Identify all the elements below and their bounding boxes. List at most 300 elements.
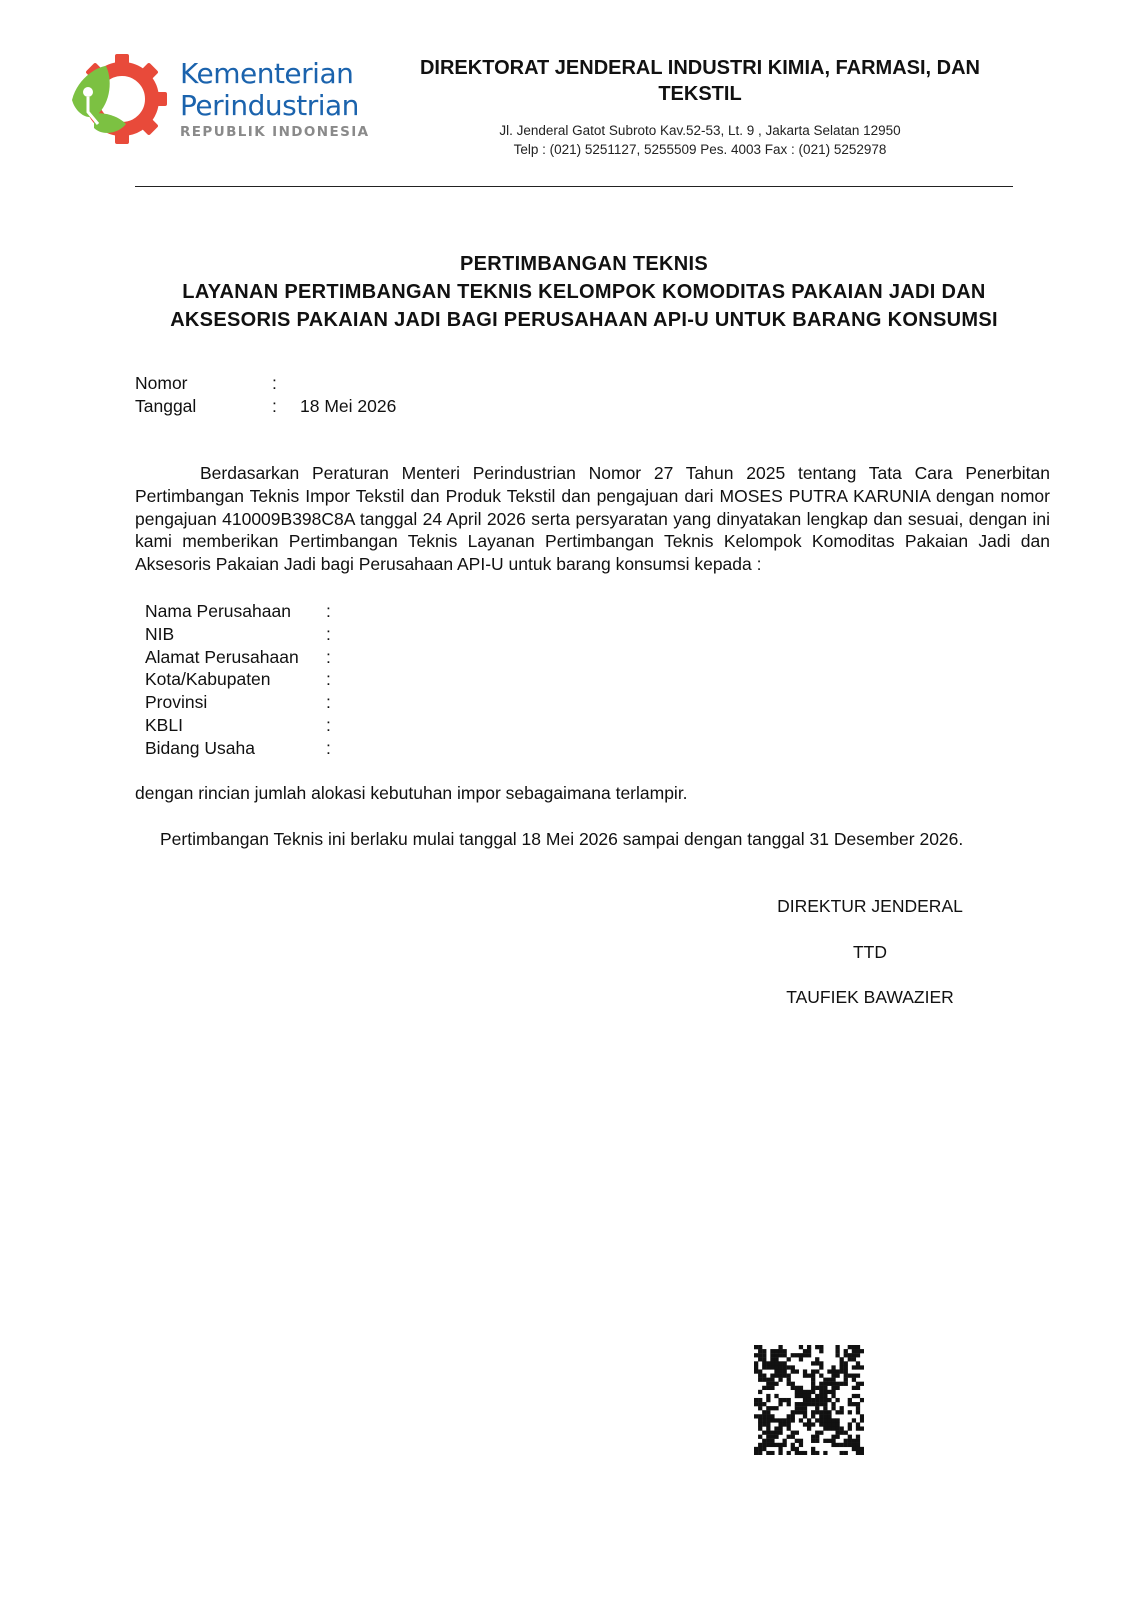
qr-module — [848, 1435, 852, 1439]
qr-module — [856, 1439, 860, 1443]
address-line: Jl. Jenderal Gatot Subroto Kav.52-53, Lt. 9 , Jakarta Selatan 12950 — [499, 123, 901, 138]
qr-module — [770, 1451, 774, 1455]
qr-module — [758, 1349, 762, 1353]
qr-module — [791, 1369, 795, 1373]
qr-module — [852, 1365, 856, 1369]
qr-module — [807, 1345, 811, 1349]
qr-module — [815, 1386, 819, 1390]
qr-module — [774, 1369, 778, 1373]
qr-module — [831, 1394, 835, 1398]
qr-module — [811, 1398, 815, 1402]
qr-module — [831, 1426, 835, 1430]
qr-module — [819, 1431, 823, 1435]
qr-module — [852, 1439, 856, 1443]
qr-module — [835, 1345, 839, 1349]
tanggal-label: Tanggal — [135, 396, 197, 416]
qr-module — [762, 1402, 766, 1406]
qr-module — [835, 1422, 839, 1426]
qr-module — [783, 1418, 787, 1422]
qr-module — [823, 1398, 827, 1402]
qr-module — [840, 1406, 844, 1410]
qr-module — [815, 1357, 819, 1361]
qr-module — [835, 1426, 839, 1430]
qr-module — [758, 1451, 762, 1455]
qr-module — [827, 1378, 831, 1382]
qr-module — [754, 1365, 758, 1369]
qr-module — [844, 1378, 848, 1382]
qr-module — [778, 1353, 782, 1357]
qr-module — [811, 1414, 815, 1418]
field-label: KBLI — [145, 714, 183, 735]
qr-module — [827, 1398, 831, 1402]
title-line3: AKSESORIS PAKAIAN JADI BAGI PERUSAHAAN API-U UNTUK BARANG KONSUMSI — [170, 309, 998, 331]
qr-module — [860, 1426, 864, 1430]
qr-module — [758, 1390, 762, 1394]
qr-module — [799, 1418, 803, 1422]
qr-module — [758, 1447, 762, 1451]
qr-module — [770, 1414, 774, 1418]
qr-module — [799, 1406, 803, 1410]
qr-module — [762, 1418, 766, 1422]
qr-module — [766, 1439, 770, 1443]
qr-module — [799, 1345, 803, 1349]
qr-module — [783, 1353, 787, 1357]
ministry-logo — [66, 50, 370, 145]
qr-module — [815, 1406, 819, 1410]
qr-module — [848, 1345, 852, 1349]
qr-module — [758, 1378, 762, 1382]
qr-module — [856, 1349, 860, 1353]
qr-module — [758, 1357, 762, 1361]
qr-module — [852, 1374, 856, 1378]
qr-module — [819, 1365, 823, 1369]
qr-module — [770, 1418, 774, 1422]
qr-module — [819, 1390, 823, 1394]
qr-module — [770, 1365, 774, 1369]
qr-module — [758, 1443, 762, 1447]
qr-module — [787, 1414, 791, 1418]
qr-module — [791, 1447, 795, 1451]
qr-module — [827, 1439, 831, 1443]
field-colon: : — [326, 714, 331, 735]
qr-module — [787, 1418, 791, 1422]
qr-module — [791, 1443, 795, 1447]
qr-module — [840, 1443, 844, 1447]
qr-module — [844, 1369, 848, 1373]
qr-module — [783, 1398, 787, 1402]
qr-module — [807, 1422, 811, 1426]
qr-module — [758, 1435, 762, 1439]
qr-module — [815, 1345, 819, 1349]
qr-module — [831, 1374, 835, 1378]
qr-module — [835, 1431, 839, 1435]
qr-module — [823, 1451, 827, 1455]
qr-module — [778, 1374, 782, 1378]
qr-module — [835, 1410, 839, 1414]
field-row — [145, 691, 645, 714]
qr-module — [758, 1369, 762, 1373]
qr-module — [762, 1361, 766, 1365]
qr-module — [799, 1410, 803, 1414]
qr-module — [754, 1451, 758, 1455]
qr-module — [787, 1398, 791, 1402]
qr-module — [815, 1398, 819, 1402]
qr-module — [856, 1353, 860, 1357]
qr-module — [770, 1439, 774, 1443]
qr-module — [852, 1402, 856, 1406]
qr-module — [840, 1431, 844, 1435]
qr-module — [766, 1451, 770, 1455]
qr-module — [815, 1369, 819, 1373]
qr-module — [795, 1369, 799, 1373]
qr-module — [807, 1418, 811, 1422]
qr-module — [762, 1386, 766, 1390]
field-label: Kota/Kabupaten — [145, 669, 271, 690]
field-colon: : — [326, 669, 331, 690]
closing-sentence: dengan rincian jumlah alokasi kebutuhan impor sebagaimana terlampir. — [135, 783, 688, 803]
qr-module — [848, 1402, 852, 1406]
qr-module — [770, 1349, 774, 1353]
qr-module — [815, 1418, 819, 1422]
qr-module — [778, 1398, 782, 1402]
company-fields — [145, 600, 645, 760]
qr-module — [774, 1443, 778, 1447]
qr-module — [754, 1361, 758, 1365]
qr-module — [803, 1374, 807, 1378]
qr-module — [803, 1414, 807, 1418]
qr-module — [758, 1418, 762, 1422]
qr-module — [762, 1374, 766, 1378]
organization-name: DIREKTORAT JENDERAL INDUSTRI KIMIA, FARMASI, DAN TEKSTIL — [419, 57, 981, 105]
qr-module — [819, 1382, 823, 1386]
qr-module — [783, 1369, 787, 1373]
qr-module — [787, 1382, 791, 1386]
qr-module — [778, 1365, 782, 1369]
qr-module — [783, 1361, 787, 1365]
qr-module — [819, 1345, 823, 1349]
field-row — [145, 646, 645, 669]
qr-module — [819, 1374, 823, 1378]
qr-module — [787, 1402, 791, 1406]
qr-module — [783, 1422, 787, 1426]
header-divider — [135, 186, 1013, 187]
qr-module — [783, 1439, 787, 1443]
qr-module — [766, 1394, 770, 1398]
qr-module — [844, 1365, 848, 1369]
qr-module — [774, 1394, 778, 1398]
qr-module — [827, 1418, 831, 1422]
qr-module — [787, 1422, 791, 1426]
qr-module — [852, 1394, 856, 1398]
qr-module — [848, 1353, 852, 1357]
field-colon: : — [326, 737, 331, 758]
nomor-colon: : — [272, 373, 277, 393]
qr-module — [778, 1345, 782, 1349]
qr-module — [856, 1451, 860, 1455]
qr-module — [840, 1361, 844, 1365]
qr-module — [856, 1374, 860, 1378]
qr-module — [758, 1374, 762, 1378]
validity-sentence: Pertimbangan Teknis ini berlaku mulai tanggal 18 Mei 2026 sampai dengan tanggal 31 Desember 2026. — [160, 829, 964, 849]
qr-module — [819, 1361, 823, 1365]
qr-module — [811, 1451, 815, 1455]
contact-line: Telp : (021) 5251127, 5255509 Pes. 4003 Fax : (021) 5252978 — [513, 142, 887, 157]
qr-module — [840, 1451, 844, 1455]
qr-module — [783, 1349, 787, 1353]
qr-module — [856, 1386, 860, 1390]
signatory-name: TAUFIEK BAWAZIER — [786, 987, 954, 1007]
qr-module — [840, 1369, 844, 1373]
qr-module — [819, 1414, 823, 1418]
qr-module — [770, 1382, 774, 1386]
qr-module — [783, 1365, 787, 1369]
qr-module — [823, 1426, 827, 1430]
qr-module — [778, 1418, 782, 1422]
qr-module — [811, 1369, 815, 1373]
qr-module — [831, 1382, 835, 1386]
qr-module — [766, 1418, 770, 1422]
qr-module — [860, 1382, 864, 1386]
qr-module — [835, 1418, 839, 1422]
body-paragraph: Berdasarkan Peraturan Menteri Perindustrian Nomor 27 Tahun 2025 tentang Tata Cara Penerbitan Pertimbangan Teknis Impor Tekstil dan Produk Tekstil dan pengajuan dari MOSES PUTRA KARUNIA dengan nomor pengajuan 410009B398C8A tanggal 24 April 2026 serta persyaratan yang dinyatakan lengkap dan sesuai, dengan ini kami memberikan Pertimbangan Teknis Layanan Pertimbangan Teknis Kelompok Komoditas Pakaian Jadi dan Aksesoris Pakaian Jadi bagi Perusahaan API-U untuk barang konsumsi kepada : — [135, 463, 1050, 575]
qr-module — [799, 1402, 803, 1406]
qr-module — [778, 1447, 782, 1451]
qr-module — [815, 1402, 819, 1406]
qr-module — [807, 1349, 811, 1353]
qr-module — [754, 1353, 758, 1357]
qr-module — [819, 1398, 823, 1402]
qr-module — [762, 1357, 766, 1361]
qr-module — [848, 1410, 852, 1414]
qr-module — [774, 1374, 778, 1378]
qr-module — [848, 1443, 852, 1447]
qr-module — [758, 1406, 762, 1410]
qr-module — [774, 1382, 778, 1386]
field-colon: : — [326, 692, 331, 713]
qr-module — [844, 1374, 848, 1378]
qr-module — [819, 1410, 823, 1414]
qr-module — [778, 1431, 782, 1435]
qr-module — [766, 1365, 770, 1369]
qr-module — [827, 1410, 831, 1414]
qr-code-icon — [754, 1345, 864, 1455]
qr-module — [827, 1426, 831, 1430]
qr-module — [823, 1394, 827, 1398]
qr-module — [766, 1398, 770, 1402]
qr-module — [799, 1386, 803, 1390]
qr-module — [840, 1426, 844, 1430]
qr-module — [770, 1378, 774, 1382]
qr-module — [831, 1435, 835, 1439]
field-label: Alamat Perusahaan — [145, 646, 299, 667]
qr-module — [774, 1361, 778, 1365]
qr-module — [827, 1382, 831, 1386]
qr-module — [762, 1447, 766, 1451]
qr-module — [848, 1426, 852, 1430]
logo-text-line2: Perindustrian — [180, 89, 359, 122]
qr-module — [811, 1422, 815, 1426]
gear-leaf-logo-icon — [66, 54, 170, 144]
qr-module — [831, 1439, 835, 1443]
qr-module — [831, 1402, 835, 1406]
qr-module — [844, 1431, 848, 1435]
qr-module — [766, 1410, 770, 1414]
tanggal-row — [135, 395, 635, 418]
qr-module — [848, 1357, 852, 1361]
qr-module — [840, 1410, 844, 1414]
qr-module — [787, 1435, 791, 1439]
signatory-title: DIREKTUR JENDERAL — [777, 896, 963, 916]
field-row — [145, 714, 645, 737]
qr-module — [774, 1365, 778, 1369]
qr-module — [770, 1443, 774, 1447]
qr-module — [807, 1353, 811, 1357]
qr-module — [770, 1406, 774, 1410]
title-line2: LAYANAN PERTIMBANGAN TEKNIS KELOMPOK KOMODITAS PAKAIAN JADI DAN — [182, 281, 986, 303]
qr-module — [799, 1353, 803, 1357]
qr-module — [856, 1422, 860, 1426]
qr-module — [852, 1345, 856, 1349]
field-label: Nama Perusahaan — [145, 601, 291, 621]
qr-module — [860, 1349, 864, 1353]
signature-ttd: TTD — [852, 942, 888, 962]
qr-module — [811, 1386, 815, 1390]
qr-module — [799, 1443, 803, 1447]
qr-module — [823, 1406, 827, 1410]
qr-module — [827, 1422, 831, 1426]
qr-module — [774, 1406, 778, 1410]
qr-module — [791, 1386, 795, 1390]
qr-module — [852, 1386, 856, 1390]
qr-module — [766, 1361, 770, 1365]
qr-module — [799, 1439, 803, 1443]
qr-module — [815, 1435, 819, 1439]
qr-module — [770, 1374, 774, 1378]
qr-module — [766, 1386, 770, 1390]
qr-module — [758, 1426, 762, 1430]
document-title — [120, 250, 1048, 334]
qr-module — [856, 1402, 860, 1406]
qr-module — [770, 1357, 774, 1361]
qr-module — [795, 1410, 799, 1414]
nomor-row — [135, 372, 635, 395]
tanggal-colon: : — [272, 396, 277, 416]
qr-module — [803, 1422, 807, 1426]
field-label: Bidang Usaha — [145, 737, 255, 758]
qr-module — [766, 1378, 770, 1382]
qr-module — [762, 1353, 766, 1357]
qr-module — [787, 1378, 791, 1382]
qr-module — [758, 1345, 762, 1349]
qr-module — [856, 1382, 860, 1386]
qr-module — [762, 1431, 766, 1435]
qr-module — [831, 1443, 835, 1447]
qr-module — [758, 1398, 762, 1402]
field-label: NIB — [145, 623, 175, 644]
qr-module — [758, 1422, 762, 1426]
qr-module — [840, 1365, 844, 1369]
qr-module — [844, 1382, 848, 1386]
qr-module — [795, 1406, 799, 1410]
qr-module — [795, 1386, 799, 1390]
qr-module — [754, 1369, 758, 1373]
qr-module — [758, 1353, 762, 1357]
qr-module — [799, 1390, 803, 1394]
qr-module — [856, 1410, 860, 1414]
qr-module — [807, 1426, 811, 1430]
qr-module — [811, 1435, 815, 1439]
qr-module — [754, 1345, 758, 1349]
qr-module — [803, 1410, 807, 1414]
qr-module — [762, 1414, 766, 1418]
qr-module — [778, 1378, 782, 1382]
qr-module — [856, 1394, 860, 1398]
qr-module — [852, 1357, 856, 1361]
qr-module — [831, 1422, 835, 1426]
qr-module — [791, 1410, 795, 1414]
qr-module — [811, 1410, 815, 1414]
qr-module — [852, 1353, 856, 1357]
qr-module — [799, 1451, 803, 1455]
qr-module — [791, 1365, 795, 1369]
qr-module — [831, 1369, 835, 1373]
qr-module — [844, 1451, 848, 1455]
qr-module — [852, 1349, 856, 1353]
qr-module — [856, 1435, 860, 1439]
qr-module — [819, 1418, 823, 1422]
qr-module — [807, 1390, 811, 1394]
qr-module — [819, 1349, 823, 1353]
qr-module — [860, 1414, 864, 1418]
qr-module — [778, 1349, 782, 1353]
qr-module — [766, 1422, 770, 1426]
qr-module — [844, 1349, 848, 1353]
qr-module — [835, 1382, 839, 1386]
qr-module — [852, 1443, 856, 1447]
qr-module — [807, 1394, 811, 1398]
qr-module — [791, 1382, 795, 1386]
qr-module — [791, 1431, 795, 1435]
qr-module — [823, 1378, 827, 1382]
qr-module — [848, 1439, 852, 1443]
qr-module — [799, 1394, 803, 1398]
field-label: Provinsi — [145, 692, 208, 713]
qr-module — [778, 1451, 782, 1455]
tanggal-value: 18 Mei 2026 — [300, 396, 397, 416]
qr-module — [831, 1365, 835, 1369]
qr-module — [823, 1382, 827, 1386]
qr-module — [795, 1402, 799, 1406]
qr-module — [835, 1349, 839, 1353]
field-colon: : — [326, 601, 331, 621]
qr-module — [766, 1431, 770, 1435]
qr-module — [778, 1422, 782, 1426]
qr-module — [803, 1394, 807, 1398]
qr-module — [803, 1369, 807, 1373]
qr-module — [860, 1365, 864, 1369]
qr-module — [762, 1365, 766, 1369]
qr-module — [766, 1443, 770, 1447]
qr-module — [840, 1357, 844, 1361]
qr-module — [787, 1426, 791, 1430]
qr-module — [835, 1374, 839, 1378]
qr-module — [774, 1426, 778, 1430]
field-row — [145, 737, 645, 760]
qr-module — [774, 1357, 778, 1361]
qr-module — [811, 1402, 815, 1406]
qr-module — [823, 1418, 827, 1422]
logo-text-line3: REPUBLIK INDONESIA — [180, 124, 370, 140]
